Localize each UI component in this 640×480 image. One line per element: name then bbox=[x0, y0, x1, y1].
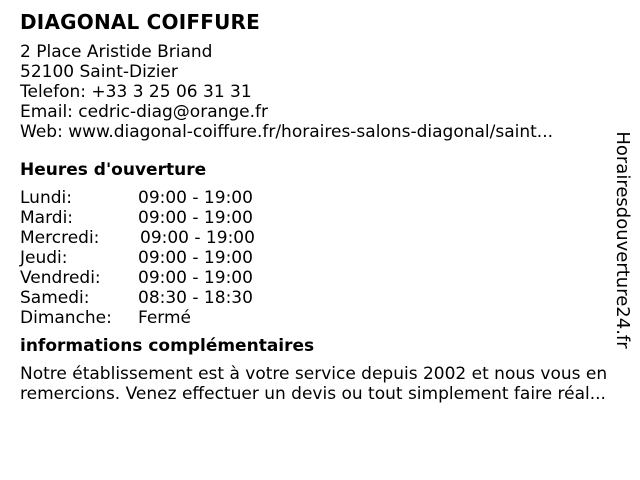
hours-row-monday bbox=[20, 188, 610, 208]
additional-info-title: informations complémentaires bbox=[20, 336, 315, 356]
day-label: Mardi: bbox=[20, 208, 74, 228]
email-line: Email: cedric-diag@orange.fr bbox=[20, 102, 269, 122]
additional-info-text: Notre établissement est à votre service depuis 2002 et nous vous en remercions. Venez effectuer un devis ou tout simplement faire réal... bbox=[20, 364, 608, 404]
day-label: Dimanche: bbox=[20, 308, 112, 328]
time-range: 09:00 - 19:00 bbox=[140, 228, 255, 248]
time-range: 09:00 - 19:00 bbox=[138, 208, 253, 228]
opening-hours-list bbox=[20, 188, 610, 328]
time-range: 09:00 - 19:00 bbox=[138, 248, 253, 268]
time-range: 08:30 - 18:30 bbox=[138, 288, 253, 308]
phone-line: Telefon: +33 3 25 06 31 31 bbox=[20, 82, 252, 102]
hours-row-tuesday bbox=[20, 208, 610, 228]
hours-row-sunday bbox=[20, 308, 610, 328]
hours-row-saturday bbox=[20, 288, 610, 308]
day-label: Vendredi: bbox=[20, 268, 101, 288]
day-label: Mercredi: bbox=[20, 228, 100, 248]
site-watermark: Horairesdouverture24.fr bbox=[612, 131, 633, 349]
opening-hours-title: Heures d'ouverture bbox=[20, 160, 207, 180]
business-card bbox=[20, 10, 610, 404]
hours-row-friday bbox=[20, 268, 610, 288]
time-range: Fermé bbox=[138, 308, 192, 328]
hours-row-wednesday bbox=[20, 228, 610, 248]
time-range: 09:00 - 19:00 bbox=[138, 188, 253, 208]
address-line-1: 2 Place Aristide Briand bbox=[20, 42, 213, 62]
business-name: DIAGONAL COIFFURE bbox=[20, 10, 261, 34]
time-range: 09:00 - 19:00 bbox=[138, 268, 253, 288]
hours-row-thursday bbox=[20, 248, 610, 268]
website-line: Web: www.diagonal-coiffure.fr/horaires-salons-diagonal/saint... bbox=[20, 122, 554, 142]
day-label: Lundi: bbox=[20, 188, 72, 208]
address-line-2: 52100 Saint-Dizier bbox=[20, 62, 178, 82]
day-label: Samedi: bbox=[20, 288, 90, 308]
day-label: Jeudi: bbox=[20, 248, 68, 268]
